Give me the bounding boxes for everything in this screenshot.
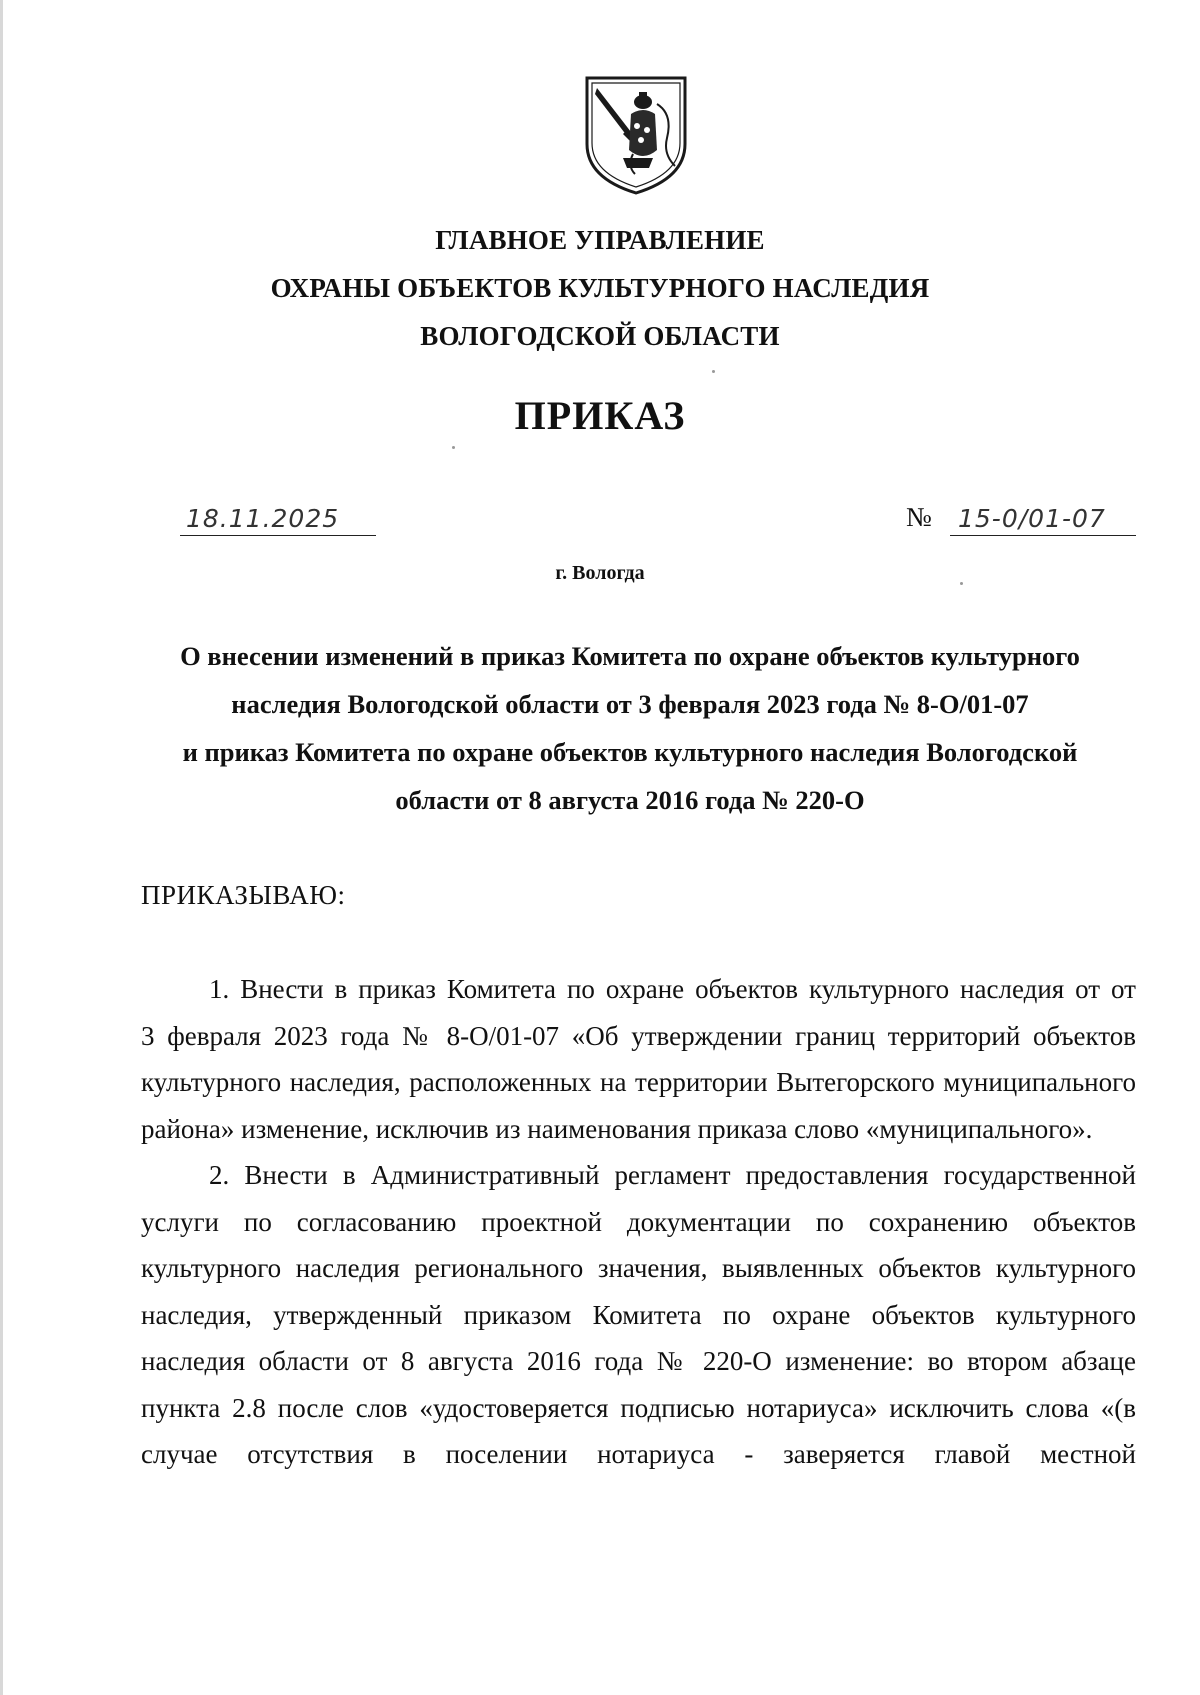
document-number: 15-0/01-07: [950, 506, 1136, 536]
document-city: г. Вологда: [555, 562, 645, 584]
paragraph-1: [141, 966, 1136, 1152]
paragraph-line: случае отсутствия в поселении нотариуса - заверяется главой местной: [141, 1439, 1136, 1469]
document-subject: [150, 632, 1110, 824]
authority-header-line: ГЛАВНОЕ УПРАВЛЕНИЕ: [435, 225, 765, 255]
scan-speck: [960, 582, 963, 585]
number-sign: №: [906, 502, 932, 532]
paragraph-line: пункта 2.8 после слов «удостоверяется подписью нотариуса» исключить слова «(в: [141, 1392, 1136, 1423]
scan-speck: [712, 370, 715, 373]
paragraph-line: наследия области от 8 августа 2016 года № 220-О изменение: во втором абзаце: [141, 1346, 1136, 1376]
document-date: 18.11.2025: [180, 506, 376, 536]
authority-header-line: ОХРАНЫ ОБЪЕКТОВ КУЛЬТУРНОГО НАСЛЕДИЯ: [270, 273, 930, 303]
coat-of-arms-emblem: [583, 74, 689, 196]
paragraph-line: наследия, утвержденный приказом Комитета по охране объектов культурного: [141, 1299, 1136, 1330]
paragraph-line: культурного наследия, расположенных на территории Вытегорского муниципального: [141, 1067, 1136, 1097]
paragraph-line: культурного наследия регионального значения, выявленных объектов культурного: [141, 1253, 1136, 1283]
paragraph-line: 3 февраля 2023 года № 8-О/01-07 «Об утверждении границ территорий объектов: [141, 1020, 1136, 1051]
paragraph-2: [141, 1152, 1136, 1478]
paragraph-line: 1. Внести в приказ Комитета по охране объектов культурного наследия от от: [209, 974, 1136, 1004]
subject-line: области от 8 августа 2016 года № 220-О: [395, 785, 865, 815]
subject-line: и приказ Комитета по охране объектов культурного наследия Вологодской: [182, 737, 1078, 767]
paragraph-line: района» изменение, исключив из наименования приказа слово «муниципального».: [141, 1113, 1093, 1144]
paragraph-line: 2. Внести в Административный регламент предоставления государственной: [209, 1160, 1136, 1190]
subject-line: О внесении изменений в приказ Комитета по охране объектов культурного: [180, 641, 1080, 671]
document-body: [141, 966, 1136, 1478]
scan-speck: [452, 446, 455, 449]
order-directive: ПРИКАЗЫВАЮ:: [141, 880, 346, 910]
paragraph-line: услуги по согласованию проектной документации по сохранению объектов: [141, 1206, 1136, 1237]
authority-header-line: ВОЛОГОДСКОЙ ОБЛАСТИ: [420, 321, 780, 351]
document-title: ПРИКАЗ: [514, 393, 686, 438]
subject-line: наследия Вологодской области от 3 февраля 2023 года № 8-О/01-07: [231, 689, 1029, 719]
authority-header: [0, 216, 1200, 360]
